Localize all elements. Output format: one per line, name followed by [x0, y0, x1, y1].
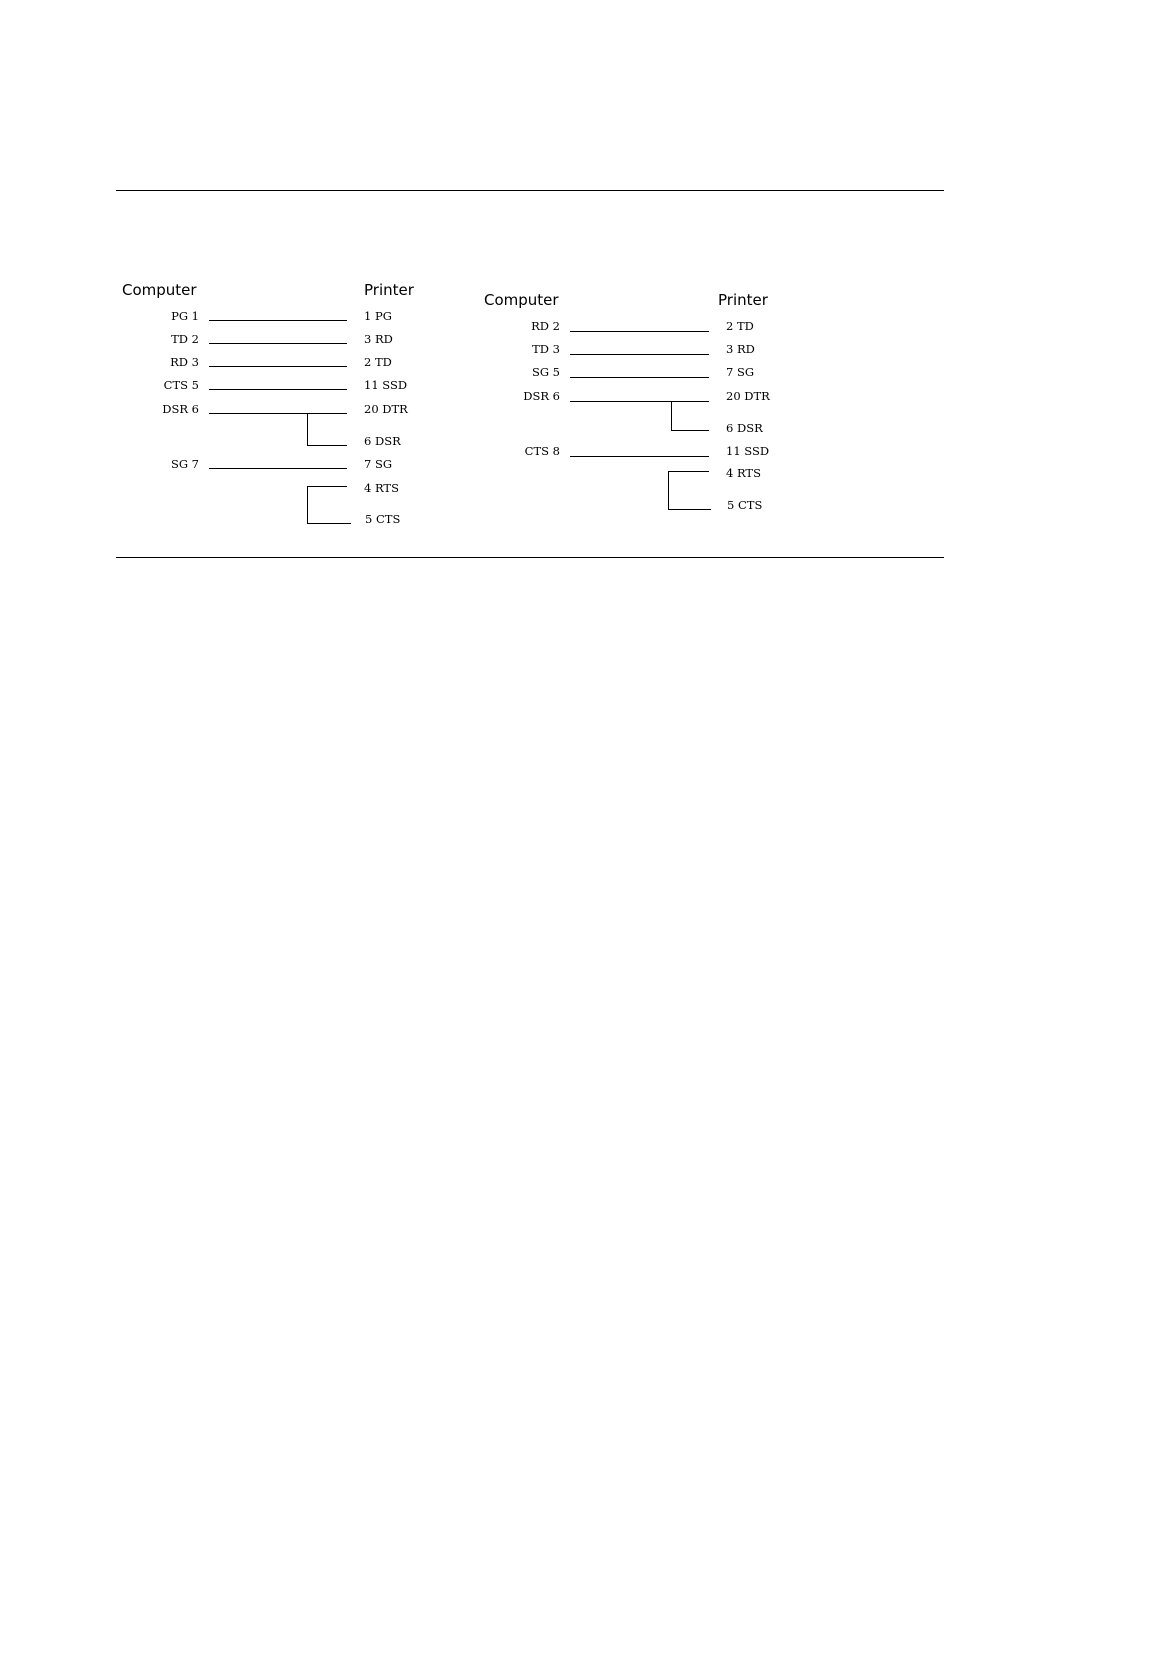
printer-pin: 5 CTS: [365, 512, 401, 526]
computer-pin: DSR 6: [523, 389, 560, 403]
computer-pin: RD 2: [531, 319, 560, 333]
printer-pin: 7 SG: [364, 457, 393, 471]
printer-pin: 20 DTR: [364, 402, 408, 416]
branch-wire: [307, 413, 308, 445]
computer-pin: CTS 8: [524, 444, 560, 458]
wire: [570, 354, 709, 355]
printer-pin: 3 RD: [364, 332, 393, 346]
bottom-divider: [116, 557, 944, 558]
branch-wire: [671, 430, 709, 431]
wire: [209, 413, 347, 414]
printer-pin: 11 SSD: [364, 378, 408, 392]
loopback-wire: [668, 509, 711, 510]
printer-pin: 2 TD: [726, 319, 754, 333]
wire: [209, 343, 347, 344]
computer-pin: CTS 5: [163, 378, 199, 392]
wire: [570, 377, 709, 378]
wire: [209, 389, 347, 390]
loopback-wire: [307, 486, 308, 523]
printer-pin: 6 DSR: [364, 434, 401, 448]
computer-pin: SG 7: [170, 457, 199, 471]
wire: [209, 468, 347, 469]
printer-pin: 4 RTS: [364, 481, 399, 495]
top-divider: [116, 190, 944, 191]
wire: [570, 456, 709, 457]
printer-pin: 6 DSR: [726, 421, 763, 435]
printer-pin: 5 CTS: [727, 498, 763, 512]
wire: [570, 331, 709, 332]
printer-pin: 3 RD: [726, 342, 755, 356]
computer-heading: Computer: [122, 281, 197, 299]
printer-pin: 20 DTR: [726, 389, 770, 403]
printer-pin: 4 RTS: [726, 466, 761, 480]
wire: [209, 320, 347, 321]
printer-heading: Printer: [718, 291, 768, 309]
computer-heading: Computer: [484, 291, 559, 309]
printer-heading: Printer: [364, 281, 414, 299]
loopback-wire: [668, 471, 669, 509]
printer-pin: 7 SG: [726, 365, 755, 379]
branch-wire: [671, 401, 672, 430]
loopback-wire: [307, 523, 351, 524]
printer-pin: 11 SSD: [726, 444, 770, 458]
computer-pin: SG 5: [531, 365, 560, 379]
computer-pin: TD 3: [532, 342, 560, 356]
computer-pin: PG 1: [171, 309, 199, 323]
wire: [570, 401, 709, 402]
printer-pin: 1 PG: [364, 309, 392, 323]
loopback-wire: [307, 486, 347, 487]
computer-pin: TD 2: [171, 332, 199, 346]
loopback-wire: [668, 471, 709, 472]
branch-wire: [307, 445, 347, 446]
printer-pin: 2 TD: [364, 355, 392, 369]
computer-pin: RD 3: [170, 355, 199, 369]
wire: [209, 366, 347, 367]
computer-pin: DSR 6: [162, 402, 199, 416]
